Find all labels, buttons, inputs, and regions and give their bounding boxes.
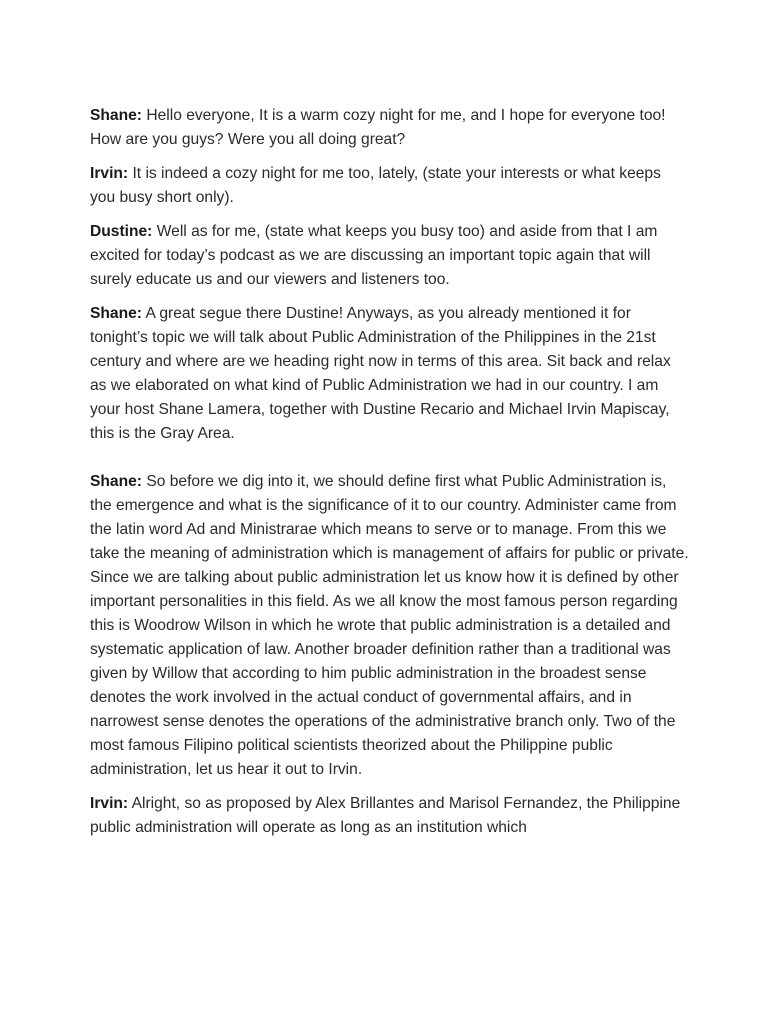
speaker-label: Irvin: <box>90 165 129 182</box>
speaker-label: Shane: <box>90 107 142 124</box>
dialogue-paragraph <box>90 104 690 152</box>
speaker-label: Irvin: <box>90 795 129 812</box>
speaker-label: Shane: <box>90 305 142 322</box>
dialogue-paragraph <box>90 162 690 210</box>
transcript-page <box>90 104 690 850</box>
dialogue-text: So before we dig into it, we should define first what Public Administration is, the emergence and what is the significance of it to our country. Administer came from the latin word Ad and Ministrarae which means to serve or to manage. From this we take the meaning of administration which is management of affairs for public or private. Since we are talking about public administration let us know how it is defined by other important personalities in this field. As we all know the most famous person regarding this is Woodrow Wilson in which he wrote that public administration is a detailed and systematic application of law. Another broader definition rather than a traditional was given by Willow that according to him public administration in the broadest sense denotes the work involved in the actual conduct of governmental affairs, and in narrowest sense denotes the operations of the administrative branch only. Two of the most famous Filipino political scientists theorized about the Philippine public administration, let us hear it out to Irvin. <box>90 473 689 778</box>
speaker-label: Dustine: <box>90 223 153 240</box>
dialogue-paragraph <box>90 792 690 840</box>
dialogue-text: Well as for me, (state what keeps you busy too) and aside from that I am excited for today’s podcast as we are discussing an important topic again that will surely educate us and our viewers and listeners too. <box>90 223 658 288</box>
dialogue-text: Hello everyone, It is a warm cozy night for me, and I hope for everyone too! How are you guys? Were you all doing great? <box>90 107 666 148</box>
dialogue-text: Alright, so as proposed by Alex Brillantes and Marisol Fernandez, the Philippine public administration will operate as long as an institution which <box>90 795 681 836</box>
dialogue-text: It is indeed a cozy night for me too, lately, (state your interests or what keeps you busy short only). <box>90 165 661 206</box>
dialogue-paragraph <box>90 302 690 446</box>
dialogue-paragraph <box>90 220 690 292</box>
speaker-label: Shane: <box>90 473 142 490</box>
dialogue-paragraph <box>90 470 690 782</box>
dialogue-text: A great segue there Dustine! Anyways, as you already mentioned it for tonight’s topic we will talk about Public Administration of the Philippines in the 21st century and where are we heading right now in terms of this area. Sit back and relax as we elaborated on what kind of Public Administration we had in our country. I am your host Shane Lamera, together with Dustine Recario and Michael Irvin Mapiscay, this is the Gray Area. <box>90 305 671 442</box>
